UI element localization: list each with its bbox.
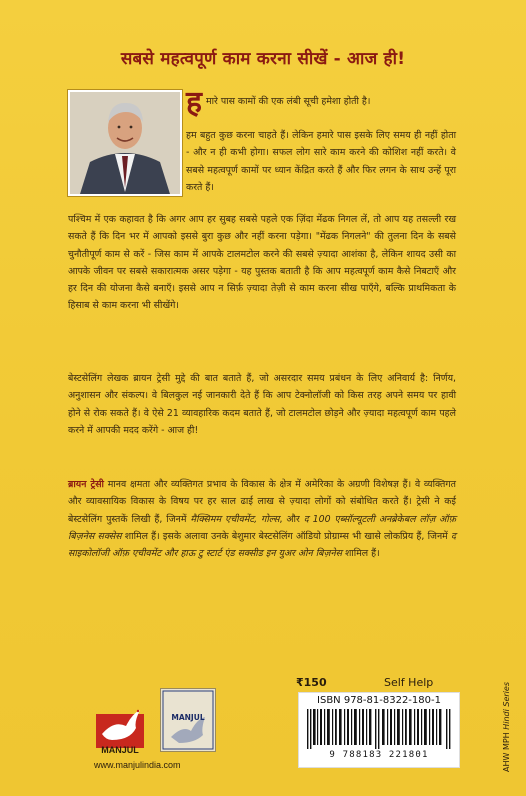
stamp-label: MANJUL: [171, 713, 205, 722]
series-label: [502, 682, 511, 772]
bio-text-1: मानव क्षमता और व्यक्तिगत प्रभाव के विकास के क्षेत्र में अमेरिका के अग्रणी विशेषज्ञ हैं। वे व्यक्तिगत और व्यावसायिक विकास के विषय पर हर साल ढाई लाख से ज़्यादा लोगों को संबोधित करते हैं। ट्रेसी ने कई बेस्टसेलिंग पुस्तकें लिखी हैं, जिनमें: [68, 479, 456, 525]
intro-first-line: मारे पास कामों की एक लंबी सूची हमेशा होती है।: [206, 96, 371, 107]
isbn: ISBN 978-81-8322-180-1: [317, 695, 441, 706]
dropcap-letter: ह: [186, 85, 202, 120]
bio-books-2: द 100 एब्सॉल्यूटली अनब्रेकेबल लॉज़ ऑफ़ बिज़नेस सक्सेस: [68, 513, 457, 542]
barcode-icon: [307, 709, 451, 749]
intro-paragraph: हम बहुत कुछ करना चाहते हैं। लेकिन हमारे पास इसके लिए समय ही नहीं होता - और न ही कभी होगा। सफल लोग सारे काम करने की कोशिश नहीं करते। वे सबसे महत्वपूर्ण कामों पर ध्यान केंद्रित करते हैं और फिर लगन के साथ उन्हें पूरा करते हैं।: [186, 130, 456, 193]
bio-text-4: शामिल हैं।: [341, 548, 380, 560]
barcode-panel: [298, 692, 460, 768]
website-link[interactable]: www.manjulindia.com: [94, 760, 181, 770]
manjul-swan-logo-icon: [96, 700, 144, 748]
author-portrait-icon: [70, 92, 180, 194]
series-prefix: AHW MPH: [502, 729, 511, 772]
author-name: ब्रायन ट्रेसी: [68, 479, 104, 490]
bio-text-3: शामिल हैं। इसके अलावा उनके बेशुमार बेस्टसेलिंग ऑडियो प्रोग्राम्स भी खासे लोकप्रिय हैं, जिनमें: [121, 530, 452, 542]
bio-books-1: मैक्सिमम एचीवमेंट, गोल्स: [190, 513, 280, 525]
author-bio-paragraph: [68, 476, 456, 562]
category-label: Self Help: [384, 676, 434, 689]
bio-audio-programs: द साइकोलॉजी ऑफ़ एचीवमेंट और हाऊ टु स्टार्ट एंड सक्सीड इन युअर ओन बिज़नेस: [68, 530, 456, 560]
bio-text-2: , और: [279, 513, 304, 525]
headline: सबसे महत्वपूर्ण काम करना सीखें - आज ही!: [120, 49, 406, 69]
barcode-number: 9 788183 221801: [329, 750, 429, 760]
price: ₹150: [296, 676, 327, 689]
series-name: Hindi Series: [502, 682, 511, 730]
author-summary-paragraph: बेस्टसेलिंग लेखक ब्रायन ट्रेसी मुद्दे की बात बताते हैं, जो असरदार समय प्रबंधन के लिए अनिवार्य है: निर्णय, अनुशासन और संकल्प। वे बिलकुल नई जानकारी देते हैं कि आप टेक्नोलॉजी को किस तरह अपने समय पर हावी होने से रोक सकते हैं। वे ऐसे 21 व्यावहारिक कदम बताते हैं, जो टालमटोल छोड़ने और ज़्यादा महत्वपूर्ण काम पहले करने में आपकी मदद करेंगे - आज ही!: [68, 373, 456, 436]
publisher-name: MANJUL: [101, 745, 139, 755]
publisher-stamp: [160, 688, 216, 752]
description-paragraph: पश्चिम में एक कहावत है कि अगर आप हर सुबह सबसे पहले एक ज़िंदा मेंढक निगल लें, तो आप यह तसल्ली रख सकते हैं कि दिन भर में आपको इससे बुरा कुछ और नहीं करना पड़ेगा। "मेंढक निगलने" की तुलना दिन के सबसे चुनौतीपूर्ण काम से करें - जिस काम में आपके टालमटोल करने की सबसे ज़्यादा आशंका है, लेकिन शायद उसी का आपके जीवन पर सबसे सकारात्मक असर पड़ेगा - यह पुस्तक बताती है कि आप महत्वपूर्ण काम कैसे निबटाएँ और हर दिन की योजना कैसे बनाएँ। इससे आप न सिर्फ़ ज़्यादा तेज़ी से काम करना सीख पाएँगे, बल्कि प्राथमिकता के हिसाब से काम करना भी सीखेंगे।: [68, 214, 456, 312]
author-photo: [68, 90, 182, 196]
